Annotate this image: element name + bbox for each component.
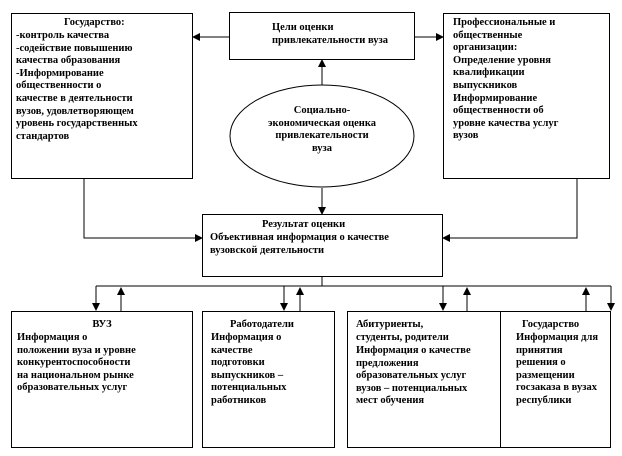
arrow-professional-to-result [443, 178, 577, 238]
goals-text: Цели оценки привлекательности вуза [272, 22, 388, 46]
university-text: Информация о положении вуза и уровне конкурентоспособности на национальном рынке образовательных услуг [17, 332, 136, 394]
result-text: Объективная информация о качестве вузовской деятельности [210, 232, 389, 256]
employers-text: Информация о качестве подготовки выпускников – потенциальных работников [211, 332, 287, 406]
arrow-state-to-result [84, 178, 202, 238]
professional-text: Профессиональные и общественные организации: Определение уровня квалификации выпускников Информирование общественности об уровне качества услуг вузов [453, 17, 559, 142]
applicants-text: Информация о качестве предложения образовательных услуг вузов – потенциальных мест обучения [356, 345, 471, 407]
state-bottom-text: Информация для принятия решения о размещении госзаказа в вузах республики [516, 332, 599, 406]
state-text: -контроль качества -содействие повышению качества образования -Информирование общественности о качестве в деятельности вузов, удовлетворяющем уровень государственных стандартов [16, 30, 138, 142]
state-title: Государство: [64, 17, 125, 28]
applicants-title: Абитуриенты, студенты, родители [356, 319, 449, 343]
assessment-text: Социально- экономическая оценка привлекательности вуза [268, 105, 376, 154]
employers-title: Работодатели [230, 319, 294, 330]
state-bottom-title: Государство [522, 319, 580, 330]
result-title: Результат оценки [262, 219, 346, 230]
university-title: ВУЗ [92, 319, 112, 330]
